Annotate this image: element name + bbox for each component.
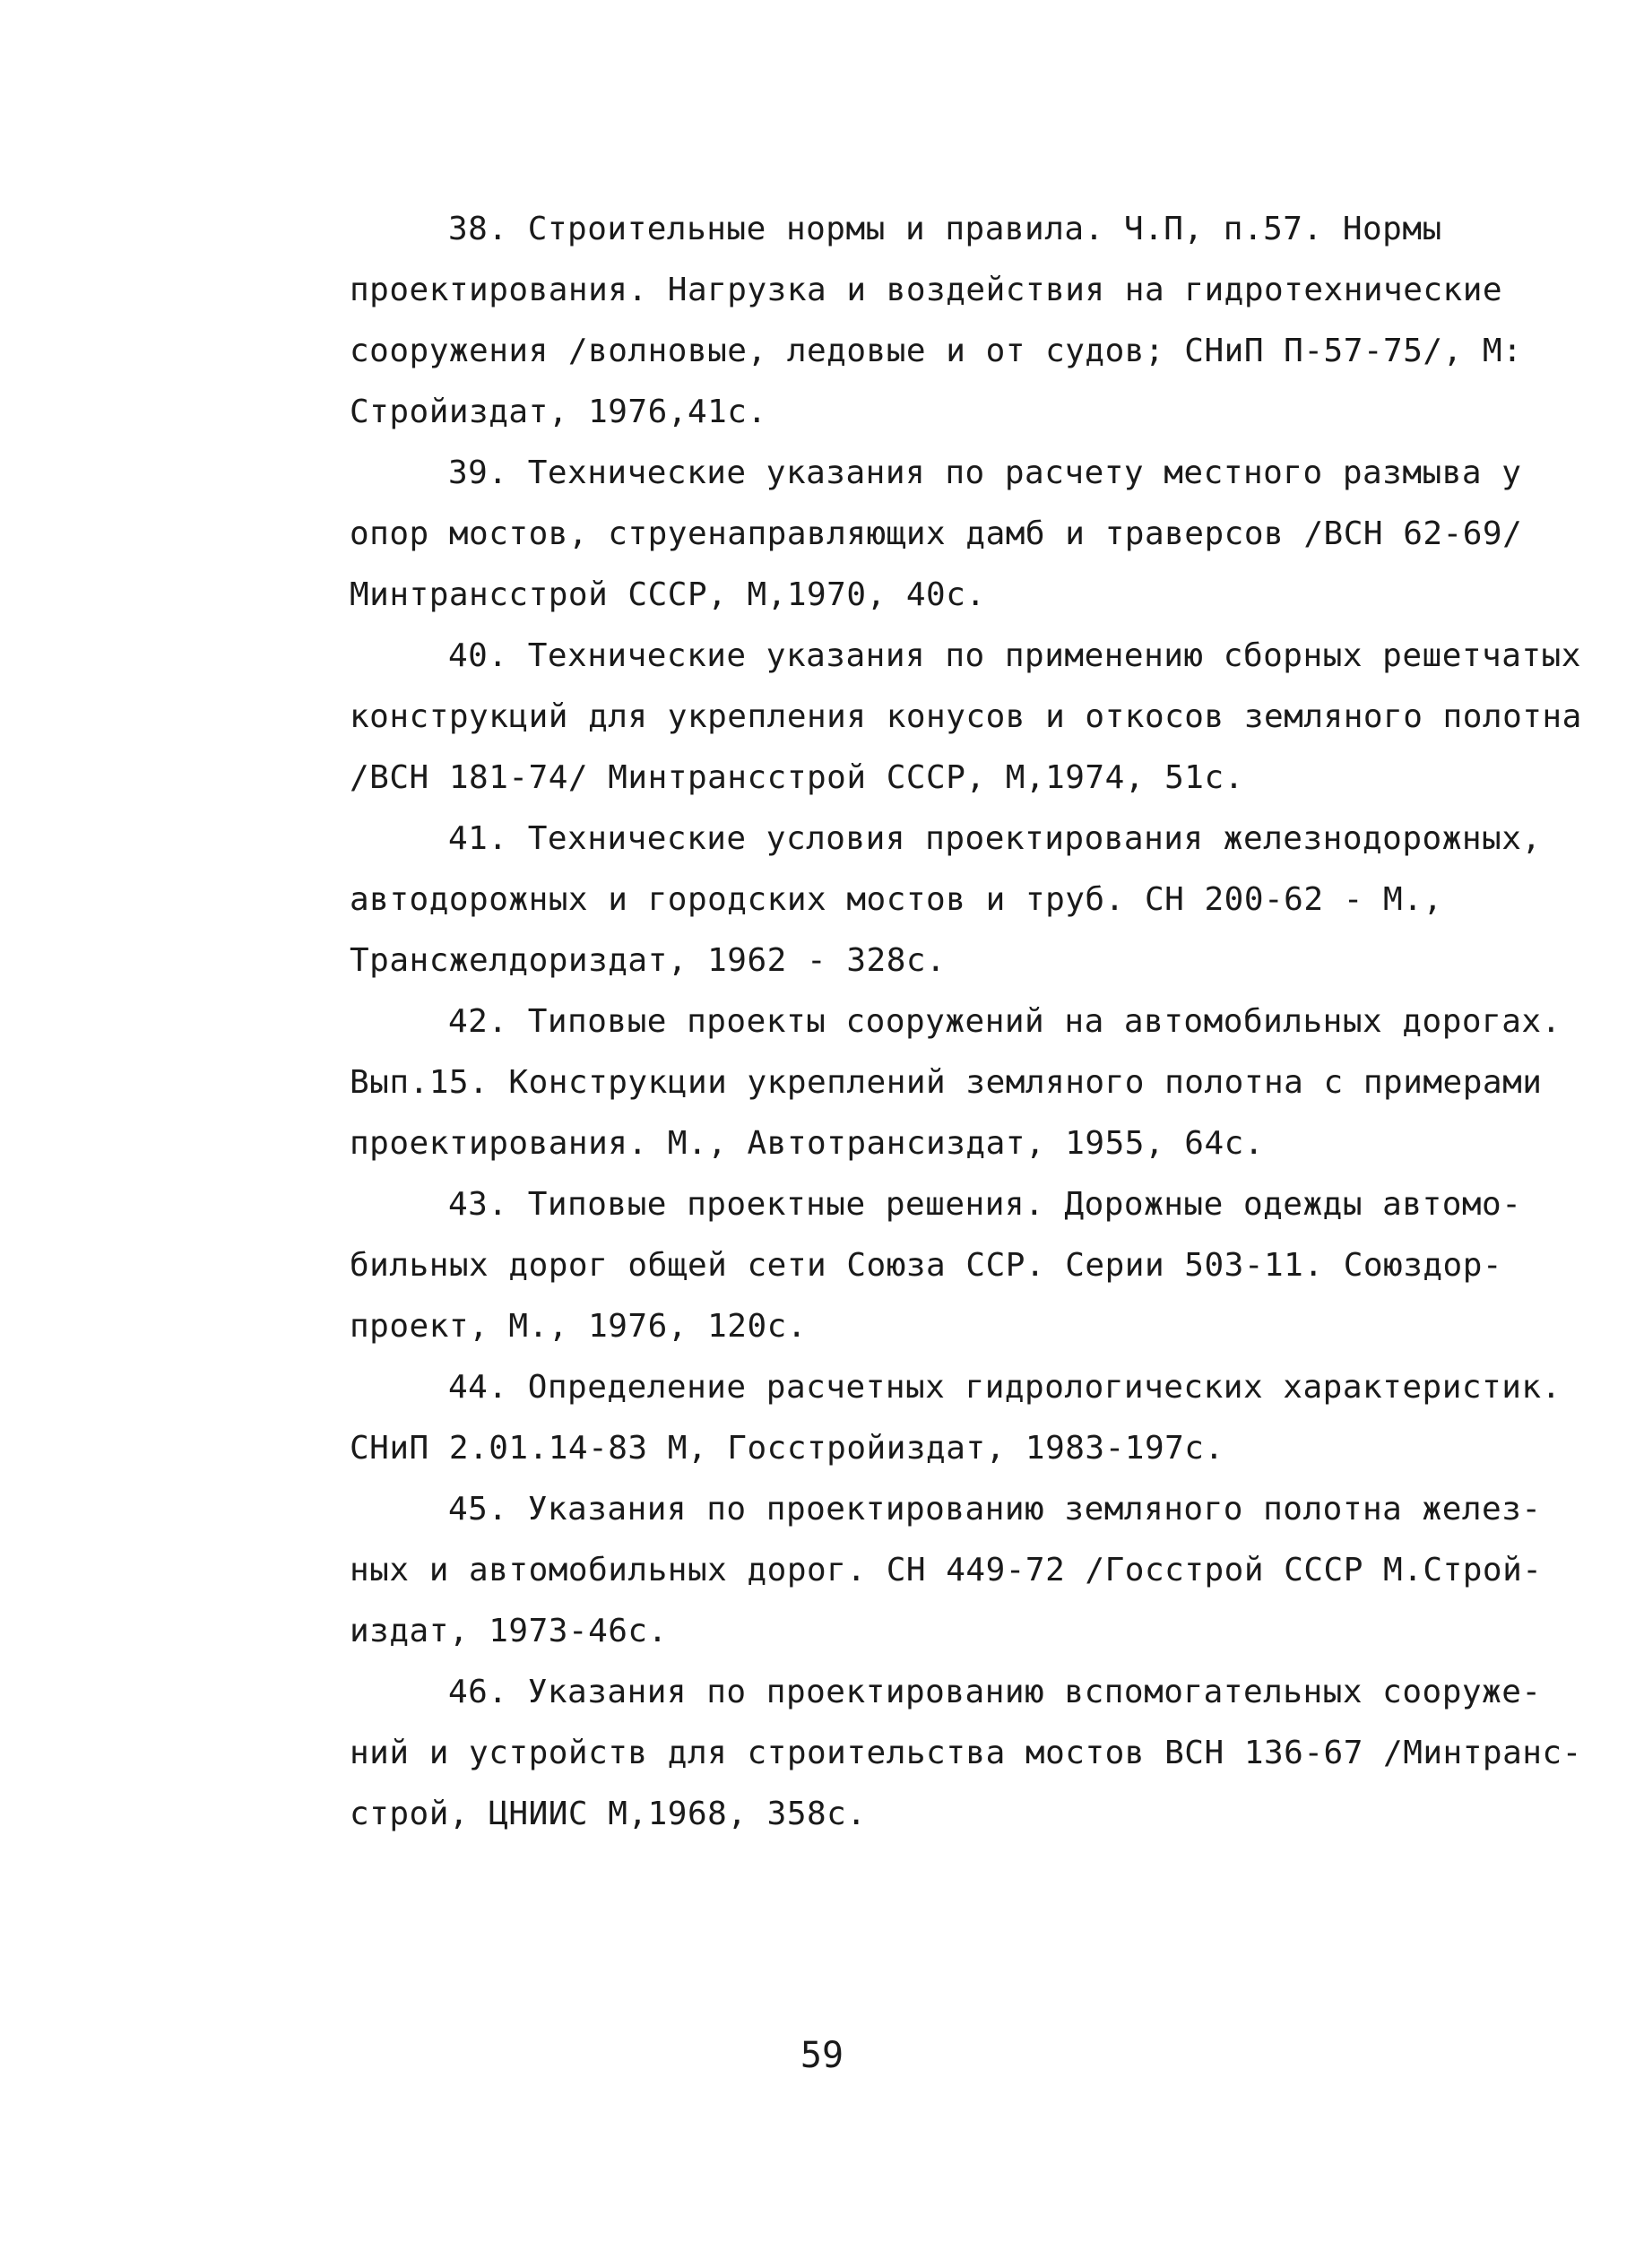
reference-line: издат, 1973-46с.	[350, 1613, 668, 1649]
reference-line: проект, М., 1976, 120с.	[350, 1308, 807, 1345]
reference-line: ных и автомобильных дорог. СН 449-72 /Госстрой СССР М.Строй-	[350, 1552, 1543, 1588]
reference-line: 45. Указания по проектированию земляного полотна желез-	[448, 1491, 1542, 1528]
reference-line: /ВСН 181-74/ Минтрансстрой СССР, М,1974, 51с.	[350, 759, 1244, 796]
reference-entry-39	[350, 443, 1587, 626]
reference-line: строй, ЦНИИС М,1968, 358с.	[350, 1796, 867, 1832]
reference-line: проектирования. М., Автотрансиздат, 1955, 64с.	[350, 1125, 1264, 1162]
reference-line: 39. Технические указания по расчету местного размыва у	[448, 454, 1522, 491]
reference-line: сооружения /волновые, ледовые и от судов; СНиП П-57-75/, М:	[350, 333, 1523, 369]
reference-entry-44	[350, 1357, 1587, 1479]
reference-entry-43	[350, 1174, 1587, 1357]
page-number: 59	[800, 2035, 844, 2076]
reference-line: 46. Указания по проектированию вспомогательных сооруже-	[448, 1674, 1542, 1710]
reference-list	[350, 199, 1587, 1845]
reference-line: 42. Типовые проекты сооружений на автомобильных дорогах.	[448, 1003, 1562, 1040]
reference-entry-42	[350, 991, 1587, 1174]
reference-entry-41	[350, 809, 1587, 991]
reference-line: ний и устройств для строительства мостов ВСН 136-67 /Минтранс-	[350, 1735, 1582, 1771]
reference-line: проектирования. Нагрузка и воздействия на гидротехнические	[350, 272, 1503, 308]
reference-line: 40. Технические указания по применению сборных решетчатых	[448, 637, 1581, 674]
reference-line: 44. Определение расчетных гидрологических характеристик.	[448, 1369, 1562, 1406]
reference-entry-40	[350, 626, 1587, 809]
reference-line: опор мостов, струенаправляющих дамб и траверсов /ВСН 62-69/	[350, 515, 1523, 552]
reference-entry-45	[350, 1479, 1587, 1662]
reference-line: Минтрансстрой СССР, М,1970, 40с.	[350, 576, 986, 613]
reference-line: конструкций для укрепления конусов и откосов земляного полотна	[350, 698, 1582, 735]
reference-line: 43. Типовые проектные решения. Дорожные одежды автомо-	[448, 1186, 1522, 1223]
reference-line: Стройиздат, 1976,41с.	[350, 394, 767, 430]
reference-line: СНиП 2.01.14-83 М, Госстройиздат, 1983-197с.	[350, 1430, 1224, 1467]
reference-entry-38	[350, 199, 1587, 443]
reference-line: бильных дорог общей сети Союза ССР. Серии 503-11. Союздор-	[350, 1247, 1503, 1284]
reference-line: 41. Технические условия проектирования железнодорожных,	[448, 820, 1542, 857]
reference-entry-46	[350, 1662, 1587, 1845]
reference-line: Трансжелдориздат, 1962 - 328с.	[350, 942, 947, 979]
reference-line: Вып.15. Конструкции укреплений земляного полотна с примерами	[350, 1064, 1543, 1101]
reference-line: 38. Строительные нормы и правила. Ч.П, п.57. Нормы	[448, 211, 1442, 247]
reference-line: автодорожных и городских мостов и труб. СН 200-62 - М.,	[350, 881, 1443, 918]
